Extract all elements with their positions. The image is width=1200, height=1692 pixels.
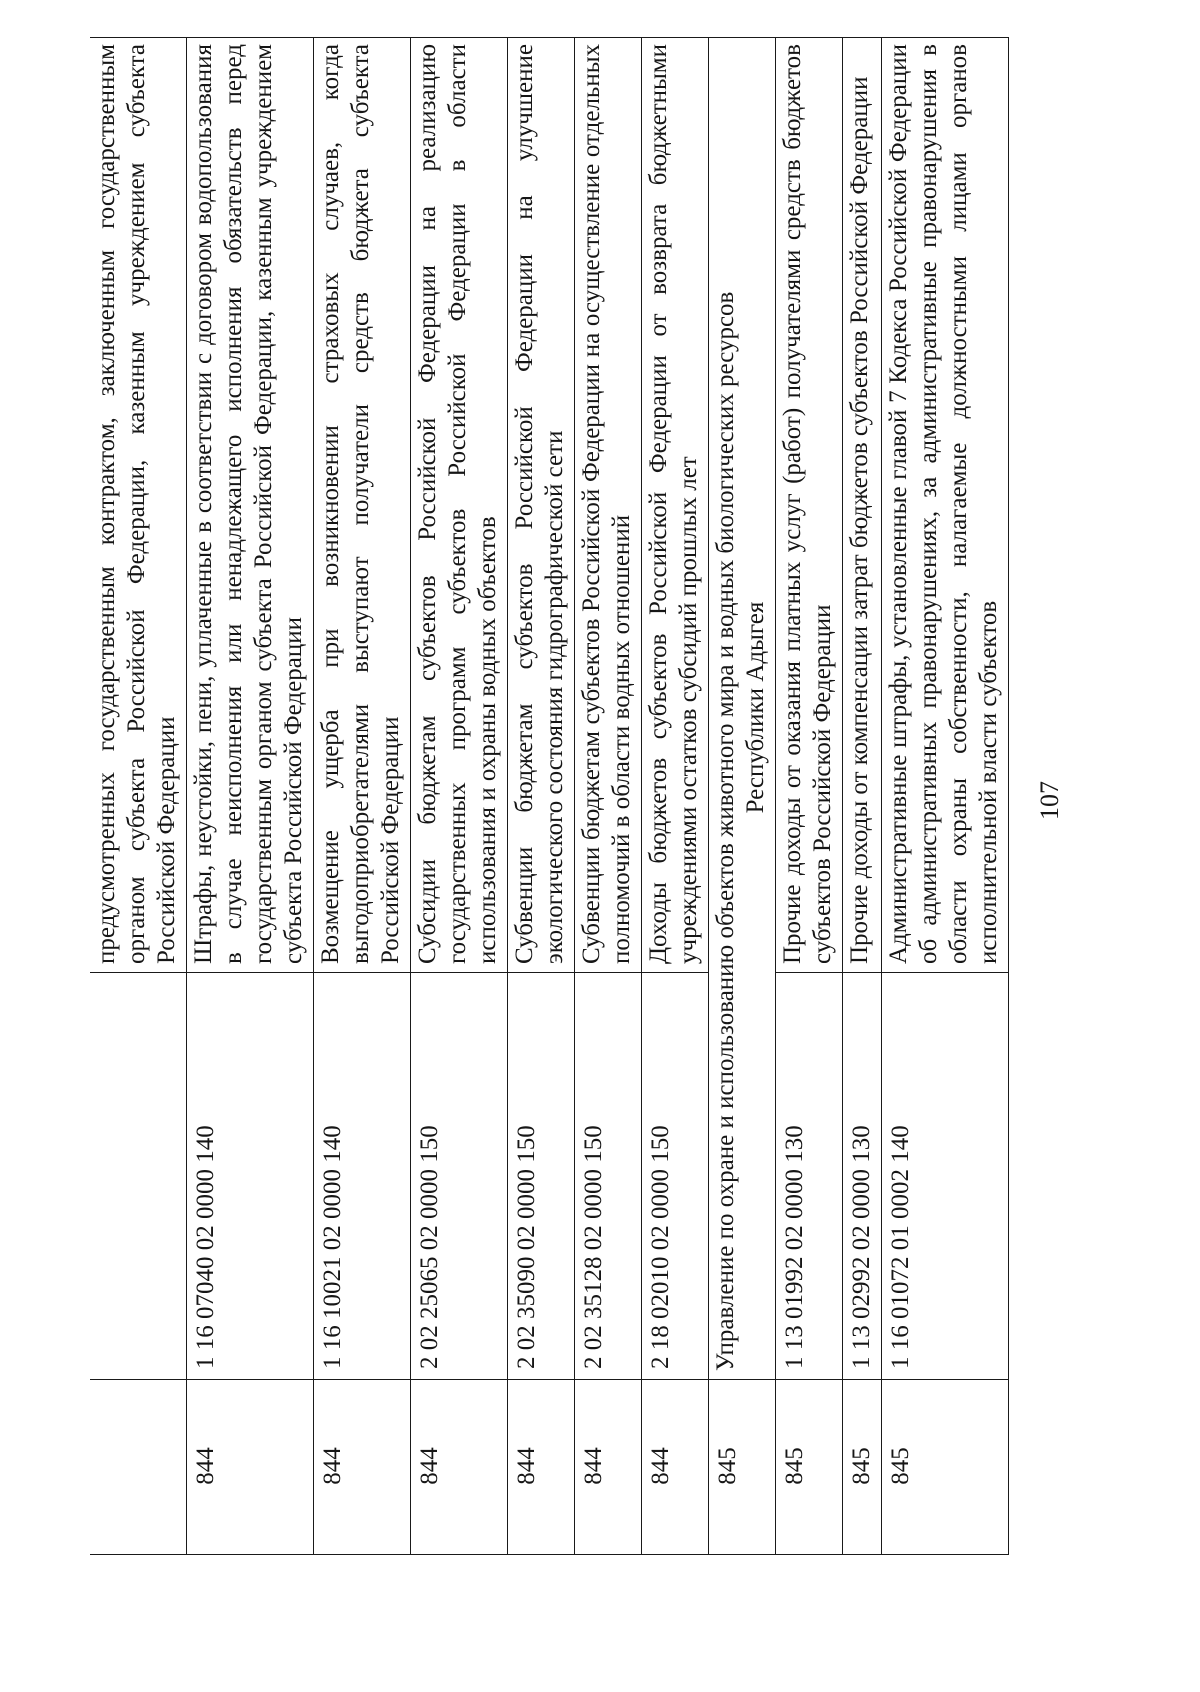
description-cell: Штрафы, неустойки, пени, уплаченные в соответствии с договором водопользования в случае неисполнения или ненадлежащего исполнения обязательств перед государственным органом субъекта Российской Федерации, казенным учреждением субъекта Российской Федерации	[187, 38, 314, 973]
table-row	[575, 38, 642, 1555]
section-heading-line: Республики Адыгея	[742, 601, 769, 814]
admin-code-cell: 844	[642, 1380, 709, 1555]
table-row	[187, 38, 314, 1555]
revenue-code-cell: 2 02 25065 02 0000 150	[411, 973, 508, 1380]
description-cell: Прочие доходы от оказания платных услуг (работ) получателями средств бюджетов субъектов Российской Федерации	[776, 38, 843, 973]
section-heading-row	[709, 38, 776, 1555]
table-row	[776, 38, 843, 1555]
revenue-code-cell: 2 02 35090 02 0000 150	[508, 973, 575, 1380]
admin-code-cell: 845	[882, 1380, 1009, 1555]
description-cell: Административные штрафы, установленные главой 7 Кодекса Российской Федерации об административных правонарушениях, за административные правонарушения в области охраны собственности, налагаемые должностными лицами органов исполнительной власти субъектов	[882, 38, 1009, 973]
admin-code-cell: 844	[575, 1380, 642, 1555]
revenue-code-cell	[90, 973, 187, 1380]
revenue-code-cell: 1 16 01072 01 0002 140	[882, 973, 1009, 1380]
rotated-document-page	[90, 44, 1002, 1555]
revenue-code-cell: 1 16 07040 02 0000 140	[187, 973, 314, 1380]
section-heading-cell	[709, 38, 776, 1380]
table-row	[882, 38, 1009, 1555]
table-row	[508, 38, 575, 1555]
admin-code-cell	[90, 1380, 187, 1555]
admin-code-cell: 844	[508, 1380, 575, 1555]
description-cell: Возмещение ущерба при возникновении страховых случаев, когда выгодоприобретателями выступают получатели средств бюджета субъекта Российской Федерации	[314, 38, 411, 973]
revenue-codes-table	[90, 37, 1009, 1555]
admin-code-cell: 844	[314, 1380, 411, 1555]
section-heading-line: Управление по охране и использованию объектов животного мира и водных биологических ресурсов	[712, 291, 739, 1371]
admin-code-cell: 845	[776, 1380, 843, 1555]
revenue-code-cell: 1 16 10021 02 0000 140	[314, 973, 411, 1380]
description-cell: Субвенции бюджетам субъектов Российской Федерации на осуществление отдельных полномочий в области водных отношений	[575, 38, 642, 973]
table-row	[314, 38, 411, 1555]
description-cell: Субвенции бюджетам субъектов Российской Федерации на улучшение экологического состояния гидрографической сети	[508, 38, 575, 973]
description-cell: Прочие доходы от компенсации затрат бюджетов субъектов Российской Федерации	[843, 38, 882, 973]
table-row	[90, 38, 187, 1555]
revenue-code-cell: 1 13 02992 02 0000 130	[843, 973, 882, 1380]
revenue-code-cell: 1 13 01992 02 0000 130	[776, 973, 843, 1380]
revenue-code-cell: 2 02 35128 02 0000 150	[575, 973, 642, 1380]
revenue-code-cell: 2 18 02010 02 0000 150	[642, 973, 709, 1380]
page-number: 107	[1035, 781, 1064, 820]
admin-code-cell: 845	[843, 1380, 882, 1555]
admin-code-cell: 845	[709, 1380, 776, 1555]
table-row	[843, 38, 882, 1555]
description-cell: предусмотренных государственным контрактом, заключенным государственным органом субъекта Российской Федерации, казенным учреждением субъекта Российской Федерации	[90, 38, 187, 973]
description-cell: Доходы бюджетов субъектов Российской Федерации от возврата бюджетными учреждениями остатков субсидий прошлых лет	[642, 38, 709, 973]
admin-code-cell: 844	[411, 1380, 508, 1555]
table-row	[411, 38, 508, 1555]
table-row	[642, 38, 709, 1555]
admin-code-cell: 844	[187, 1380, 314, 1555]
description-cell: Субсидии бюджетам субъектов Российской Федерации на реализацию государственных программ субъектов Российской Федерации в области использования и охраны водных объектов	[411, 38, 508, 973]
